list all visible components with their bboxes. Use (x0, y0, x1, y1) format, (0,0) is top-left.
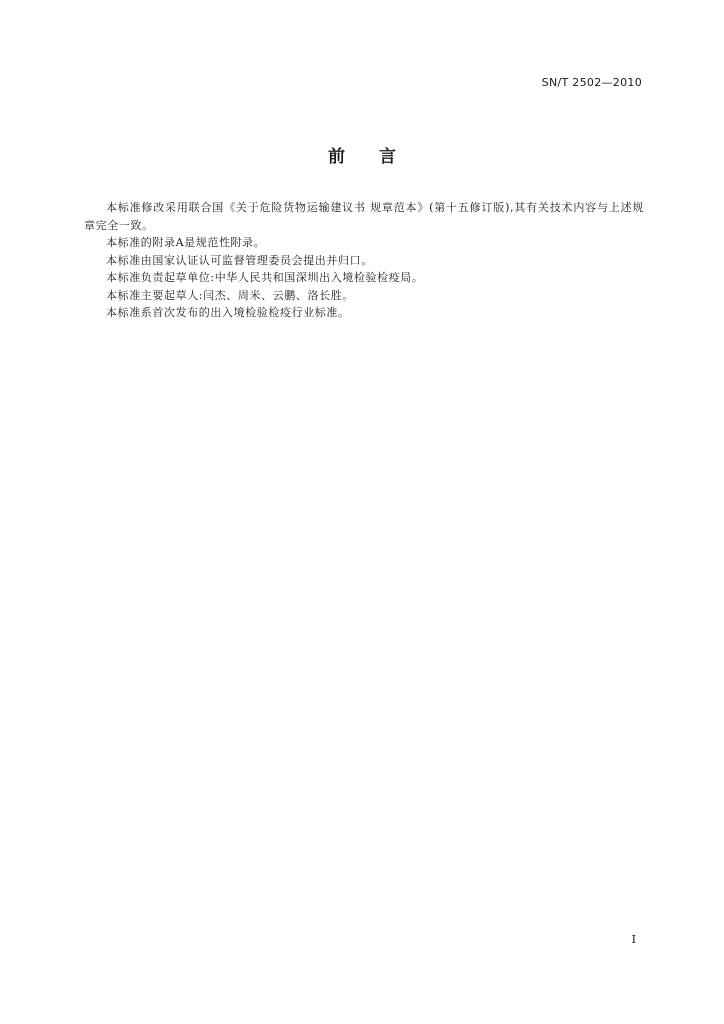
paragraph-drafting-unit: 本标准负责起草单位:中华人民共和国深圳出入境检验检疫局。 (106, 271, 424, 284)
paragraph-adoption: 本标准修改采用联合国《关于危险货物运输建议书 规章范本》(第十五修订版),其有关技术内容与上述规章完全一致。 (84, 201, 644, 232)
paragraph-first-release: 本标准系首次发布的出入境检验检疫行业标准。 (106, 306, 350, 319)
paragraph-drafters: 本标准主要起草人:闫杰、周米、云鹏、洛长胜。 (106, 288, 354, 302)
page-title: 前言 (328, 147, 430, 167)
foreword-body (84, 199, 644, 322)
paragraph-annex: 本标准的附录A是规范性附录。 (106, 236, 266, 249)
paragraph-proposer: 本标准由国家认证认可监督管理委员会提出并归口。 (106, 253, 373, 267)
page-number: I (631, 933, 636, 946)
standard-code: SN/T 2502—2010 (541, 76, 642, 89)
